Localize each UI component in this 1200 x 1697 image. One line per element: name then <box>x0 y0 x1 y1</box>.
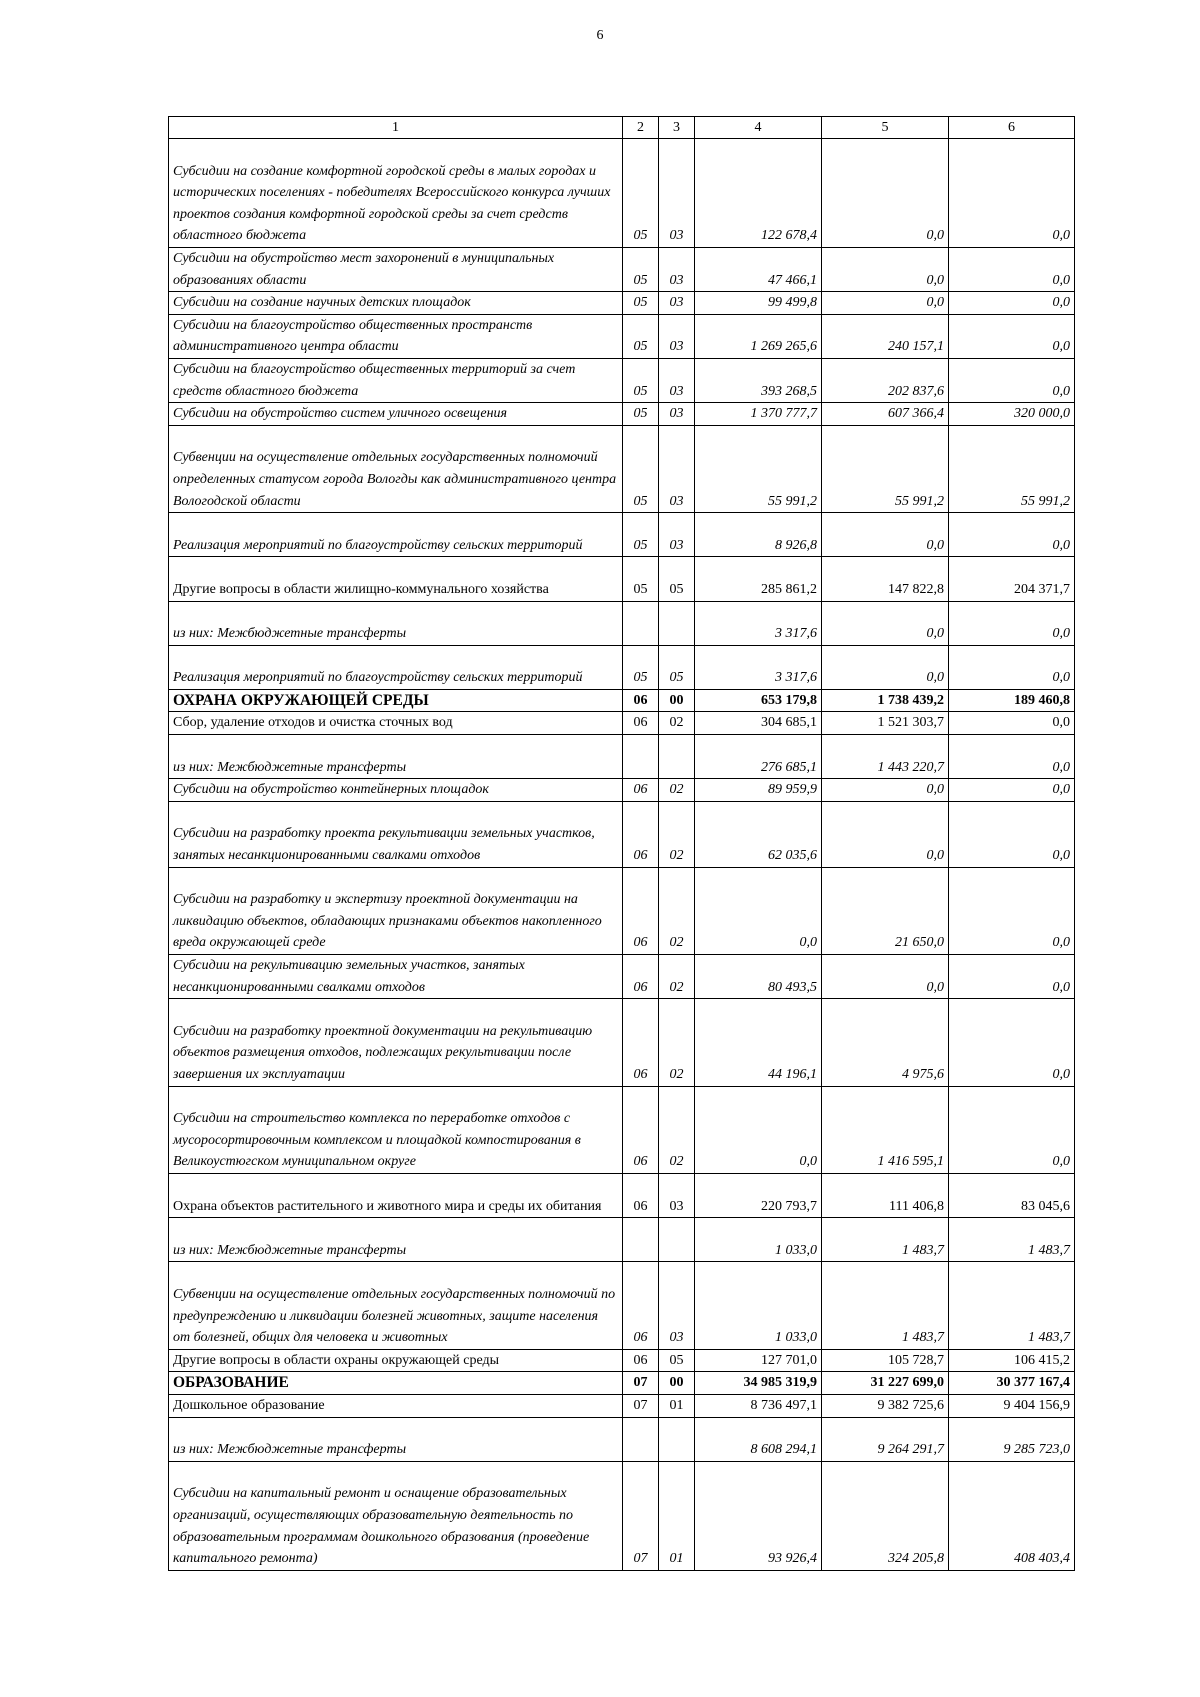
subsection-code: 02 <box>659 867 695 954</box>
section-code: 05 <box>623 425 659 512</box>
value-year-2: 55 991,2 <box>822 425 949 512</box>
row-name: Субсидии на разработку проектной документации на рекультивацию объектов размещения отходов, подлежащих рекультивации после завершения их эксплуатации <box>169 999 623 1086</box>
value-year-2: 147 822,8 <box>822 557 949 601</box>
row-name: Субсидии на благоустройство общественных территорий за счет средств областного бюджета <box>169 358 623 402</box>
row-name: из них: Межбюджетные трансферты <box>169 601 623 645</box>
subsection-code: 03 <box>659 513 695 557</box>
value-year-1: 3 317,6 <box>695 645 822 689</box>
subsection-code: 03 <box>659 139 695 248</box>
row-name: Другие вопросы в области жилищно-коммунального хозяйства <box>169 557 623 601</box>
section-code: 06 <box>623 867 659 954</box>
table-row <box>169 645 1075 689</box>
value-year-3: 83 045,6 <box>949 1174 1075 1218</box>
section-code <box>623 1218 659 1262</box>
row-name: Субсидии на благоустройство общественных пространств административного центра области <box>169 314 623 358</box>
value-year-2: 1 443 220,7 <box>822 735 949 779</box>
subsection-code: 05 <box>659 557 695 601</box>
subsection-code: 02 <box>659 712 695 735</box>
table-row <box>169 867 1075 954</box>
value-year-2: 105 728,7 <box>822 1349 949 1372</box>
header-row <box>169 117 1075 139</box>
table-row <box>169 689 1075 712</box>
subsection-code <box>659 735 695 779</box>
table-row <box>169 955 1075 999</box>
subsection-code: 03 <box>659 425 695 512</box>
table-row <box>169 1349 1075 1372</box>
section-code: 06 <box>623 689 659 712</box>
value-year-2: 4 975,6 <box>822 999 949 1086</box>
section-code: 05 <box>623 292 659 315</box>
table-row <box>169 601 1075 645</box>
table-row <box>169 1262 1075 1349</box>
value-year-2: 0,0 <box>822 801 949 867</box>
header-cell: 2 <box>623 117 659 139</box>
section-code: 05 <box>623 139 659 248</box>
table-row <box>169 1218 1075 1262</box>
subsection-code: 01 <box>659 1461 695 1570</box>
subsection-code: 03 <box>659 292 695 315</box>
row-name: Другие вопросы в области охраны окружающей среды <box>169 1349 623 1372</box>
value-year-2: 1 521 303,7 <box>822 712 949 735</box>
table-row <box>169 1174 1075 1218</box>
section-code: 05 <box>623 358 659 402</box>
subsection-code: 05 <box>659 645 695 689</box>
value-year-3: 0,0 <box>949 314 1075 358</box>
value-year-1: 653 179,8 <box>695 689 822 712</box>
value-year-3: 204 371,7 <box>949 557 1075 601</box>
row-name: из них: Межбюджетные трансферты <box>169 735 623 779</box>
table-row <box>169 712 1075 735</box>
table-row <box>169 1394 1075 1417</box>
value-year-3: 55 991,2 <box>949 425 1075 512</box>
row-name: Субсидии на создание научных детских площадок <box>169 292 623 315</box>
value-year-2: 1 738 439,2 <box>822 689 949 712</box>
value-year-3: 0,0 <box>949 248 1075 292</box>
value-year-1: 8 926,8 <box>695 513 822 557</box>
value-year-2: 1 416 595,1 <box>822 1086 949 1173</box>
value-year-1: 127 701,0 <box>695 1349 822 1372</box>
table-row <box>169 1461 1075 1570</box>
section-code: 05 <box>623 513 659 557</box>
section-code: 07 <box>623 1394 659 1417</box>
row-name: Дошкольное образование <box>169 1394 623 1417</box>
value-year-3: 0,0 <box>949 645 1075 689</box>
value-year-2: 31 227 699,0 <box>822 1372 949 1395</box>
value-year-3: 0,0 <box>949 513 1075 557</box>
value-year-1: 1 033,0 <box>695 1218 822 1262</box>
table-row <box>169 513 1075 557</box>
section-code: 06 <box>623 1262 659 1349</box>
value-year-1: 304 685,1 <box>695 712 822 735</box>
value-year-3: 30 377 167,4 <box>949 1372 1075 1395</box>
value-year-2: 0,0 <box>822 139 949 248</box>
section-code <box>623 601 659 645</box>
row-name: из них: Межбюджетные трансферты <box>169 1417 623 1461</box>
table-row <box>169 999 1075 1086</box>
value-year-2: 240 157,1 <box>822 314 949 358</box>
value-year-2: 324 205,8 <box>822 1461 949 1570</box>
value-year-1: 393 268,5 <box>695 358 822 402</box>
row-name: Субсидии на обустройство систем уличного освещения <box>169 403 623 426</box>
table-row <box>169 403 1075 426</box>
subsection-code: 02 <box>659 779 695 802</box>
subsection-code: 03 <box>659 1174 695 1218</box>
row-name: ОБРАЗОВАНИЕ <box>169 1372 623 1395</box>
row-name: Реализация мероприятий по благоустройству сельских территорий <box>169 645 623 689</box>
section-code: 06 <box>623 1174 659 1218</box>
row-name: ОХРАНА ОКРУЖАЮЩЕЙ СРЕДЫ <box>169 689 623 712</box>
header-cell: 5 <box>822 117 949 139</box>
table-row <box>169 139 1075 248</box>
section-code: 07 <box>623 1372 659 1395</box>
value-year-2: 9 382 725,6 <box>822 1394 949 1417</box>
header-cell: 6 <box>949 117 1075 139</box>
value-year-2: 607 366,4 <box>822 403 949 426</box>
value-year-2: 0,0 <box>822 513 949 557</box>
header-cell: 3 <box>659 117 695 139</box>
value-year-1: 1 033,0 <box>695 1262 822 1349</box>
subsection-code <box>659 1218 695 1262</box>
value-year-1: 93 926,4 <box>695 1461 822 1570</box>
value-year-3: 0,0 <box>949 292 1075 315</box>
section-code: 06 <box>623 955 659 999</box>
value-year-3: 0,0 <box>949 999 1075 1086</box>
section-code: 06 <box>623 712 659 735</box>
value-year-1: 44 196,1 <box>695 999 822 1086</box>
value-year-3: 0,0 <box>949 358 1075 402</box>
subsection-code: 05 <box>659 1349 695 1372</box>
table-row <box>169 425 1075 512</box>
value-year-1: 8 736 497,1 <box>695 1394 822 1417</box>
value-year-3: 0,0 <box>949 801 1075 867</box>
subsection-code: 00 <box>659 1372 695 1395</box>
value-year-2: 21 650,0 <box>822 867 949 954</box>
value-year-3: 0,0 <box>949 735 1075 779</box>
section-code: 05 <box>623 645 659 689</box>
value-year-1: 47 466,1 <box>695 248 822 292</box>
value-year-2: 1 483,7 <box>822 1218 949 1262</box>
subsection-code <box>659 1417 695 1461</box>
value-year-2: 0,0 <box>822 601 949 645</box>
value-year-1: 99 499,8 <box>695 292 822 315</box>
section-code: 06 <box>623 779 659 802</box>
row-name: Субсидии на обустройство мест захоронений в муниципальных образованиях области <box>169 248 623 292</box>
subsection-code: 02 <box>659 999 695 1086</box>
value-year-1: 34 985 319,9 <box>695 1372 822 1395</box>
table-row <box>169 358 1075 402</box>
row-name: Охрана объектов растительного и животного мира и среды их обитания <box>169 1174 623 1218</box>
section-code: 05 <box>623 403 659 426</box>
table-row <box>169 779 1075 802</box>
value-year-3: 408 403,4 <box>949 1461 1075 1570</box>
value-year-3: 0,0 <box>949 139 1075 248</box>
value-year-3: 189 460,8 <box>949 689 1075 712</box>
row-name: Сбор, удаление отходов и очистка сточных вод <box>169 712 623 735</box>
value-year-3: 9 404 156,9 <box>949 1394 1075 1417</box>
value-year-3: 0,0 <box>949 1086 1075 1173</box>
row-name: Субсидии на разработку проекта рекультивации земельных участков, занятых несанкционированными свалками отходов <box>169 801 623 867</box>
section-code: 05 <box>623 557 659 601</box>
subsection-code: 03 <box>659 358 695 402</box>
subsection-code <box>659 601 695 645</box>
value-year-1: 0,0 <box>695 1086 822 1173</box>
table-row <box>169 801 1075 867</box>
value-year-1: 220 793,7 <box>695 1174 822 1218</box>
value-year-2: 0,0 <box>822 779 949 802</box>
header-cell: 1 <box>169 117 623 139</box>
row-name: Субвенции на осуществление отдельных государственных полномочий определенных статусом города Вологды как административного центра Вологодской области <box>169 425 623 512</box>
table-row <box>169 314 1075 358</box>
section-code: 05 <box>623 248 659 292</box>
subsection-code: 02 <box>659 801 695 867</box>
value-year-1: 122 678,4 <box>695 139 822 248</box>
subsection-code: 03 <box>659 314 695 358</box>
value-year-2: 0,0 <box>822 955 949 999</box>
section-code: 06 <box>623 1349 659 1372</box>
section-code: 06 <box>623 801 659 867</box>
value-year-3: 0,0 <box>949 955 1075 999</box>
row-name: Реализация мероприятий по благоустройству сельских территорий <box>169 513 623 557</box>
table-row <box>169 292 1075 315</box>
row-name: Субсидии на строительство комплекса по переработке отходов с мусоросортировочным комплексом и площадкой компостирования в Великоустюгском муниципальном округе <box>169 1086 623 1173</box>
value-year-3: 1 483,7 <box>949 1218 1075 1262</box>
row-name: Субсидии на разработку и экспертизу проектной документации на ликвидацию объектов, обладающих признаками объектов накопленного вреда окружающей среде <box>169 867 623 954</box>
value-year-3: 1 483,7 <box>949 1262 1075 1349</box>
table-row <box>169 735 1075 779</box>
value-year-1: 1 370 777,7 <box>695 403 822 426</box>
row-name: Субсидии на капитальный ремонт и оснащение образовательных организаций, осуществляющих образовательную деятельность по образовательным программам дошкольного образования (проведение капитального ремонта) <box>169 1461 623 1570</box>
value-year-2: 1 483,7 <box>822 1262 949 1349</box>
subsection-code: 03 <box>659 403 695 426</box>
value-year-1: 0,0 <box>695 867 822 954</box>
row-name: Субсидии на рекультивацию земельных участков, занятых несанкционированными свалками отходов <box>169 955 623 999</box>
table-row <box>169 557 1075 601</box>
value-year-2: 202 837,6 <box>822 358 949 402</box>
value-year-2: 9 264 291,7 <box>822 1417 949 1461</box>
row-name: Субвенции на осуществление отдельных государственных полномочий по предупреждению и ликвидации болезней животных, защите населения от болезней, общих для человека и животных <box>169 1262 623 1349</box>
value-year-2: 111 406,8 <box>822 1174 949 1218</box>
subsection-code: 02 <box>659 1086 695 1173</box>
row-name: Субсидии на создание комфортной городской среды в малых городах и исторических поселениях - победителях Всероссийского конкурса лучших проектов создания комфортной городской среды за счет средств областного бюджета <box>169 139 623 248</box>
value-year-1: 55 991,2 <box>695 425 822 512</box>
subsection-code: 01 <box>659 1394 695 1417</box>
table-row <box>169 1086 1075 1173</box>
table-row <box>169 248 1075 292</box>
row-name: из них: Межбюджетные трансферты <box>169 1218 623 1262</box>
value-year-1: 80 493,5 <box>695 955 822 999</box>
subsection-code: 03 <box>659 248 695 292</box>
value-year-3: 0,0 <box>949 779 1075 802</box>
value-year-3: 9 285 723,0 <box>949 1417 1075 1461</box>
page-number: 6 <box>596 28 604 43</box>
section-code: 07 <box>623 1461 659 1570</box>
subsection-code: 03 <box>659 1262 695 1349</box>
header-cell: 4 <box>695 117 822 139</box>
row-name: Субсидии на обустройство контейнерных площадок <box>169 779 623 802</box>
value-year-1: 3 317,6 <box>695 601 822 645</box>
table-row <box>169 1417 1075 1461</box>
value-year-3: 320 000,0 <box>949 403 1075 426</box>
section-code <box>623 1417 659 1461</box>
value-year-1: 1 269 265,6 <box>695 314 822 358</box>
section-code: 06 <box>623 999 659 1086</box>
table-row <box>169 1372 1075 1395</box>
value-year-3: 0,0 <box>949 867 1075 954</box>
section-code: 06 <box>623 1086 659 1173</box>
value-year-1: 89 959,9 <box>695 779 822 802</box>
subsection-code: 02 <box>659 955 695 999</box>
value-year-3: 0,0 <box>949 601 1075 645</box>
section-code: 05 <box>623 314 659 358</box>
value-year-3: 106 415,2 <box>949 1349 1075 1372</box>
subsection-code: 00 <box>659 689 695 712</box>
value-year-1: 8 608 294,1 <box>695 1417 822 1461</box>
value-year-1: 285 861,2 <box>695 557 822 601</box>
value-year-1: 276 685,1 <box>695 735 822 779</box>
value-year-2: 0,0 <box>822 645 949 689</box>
section-code <box>623 735 659 779</box>
value-year-2: 0,0 <box>822 248 949 292</box>
value-year-1: 62 035,6 <box>695 801 822 867</box>
value-year-2: 0,0 <box>822 292 949 315</box>
value-year-3: 0,0 <box>949 712 1075 735</box>
budget-table <box>168 116 1075 1571</box>
